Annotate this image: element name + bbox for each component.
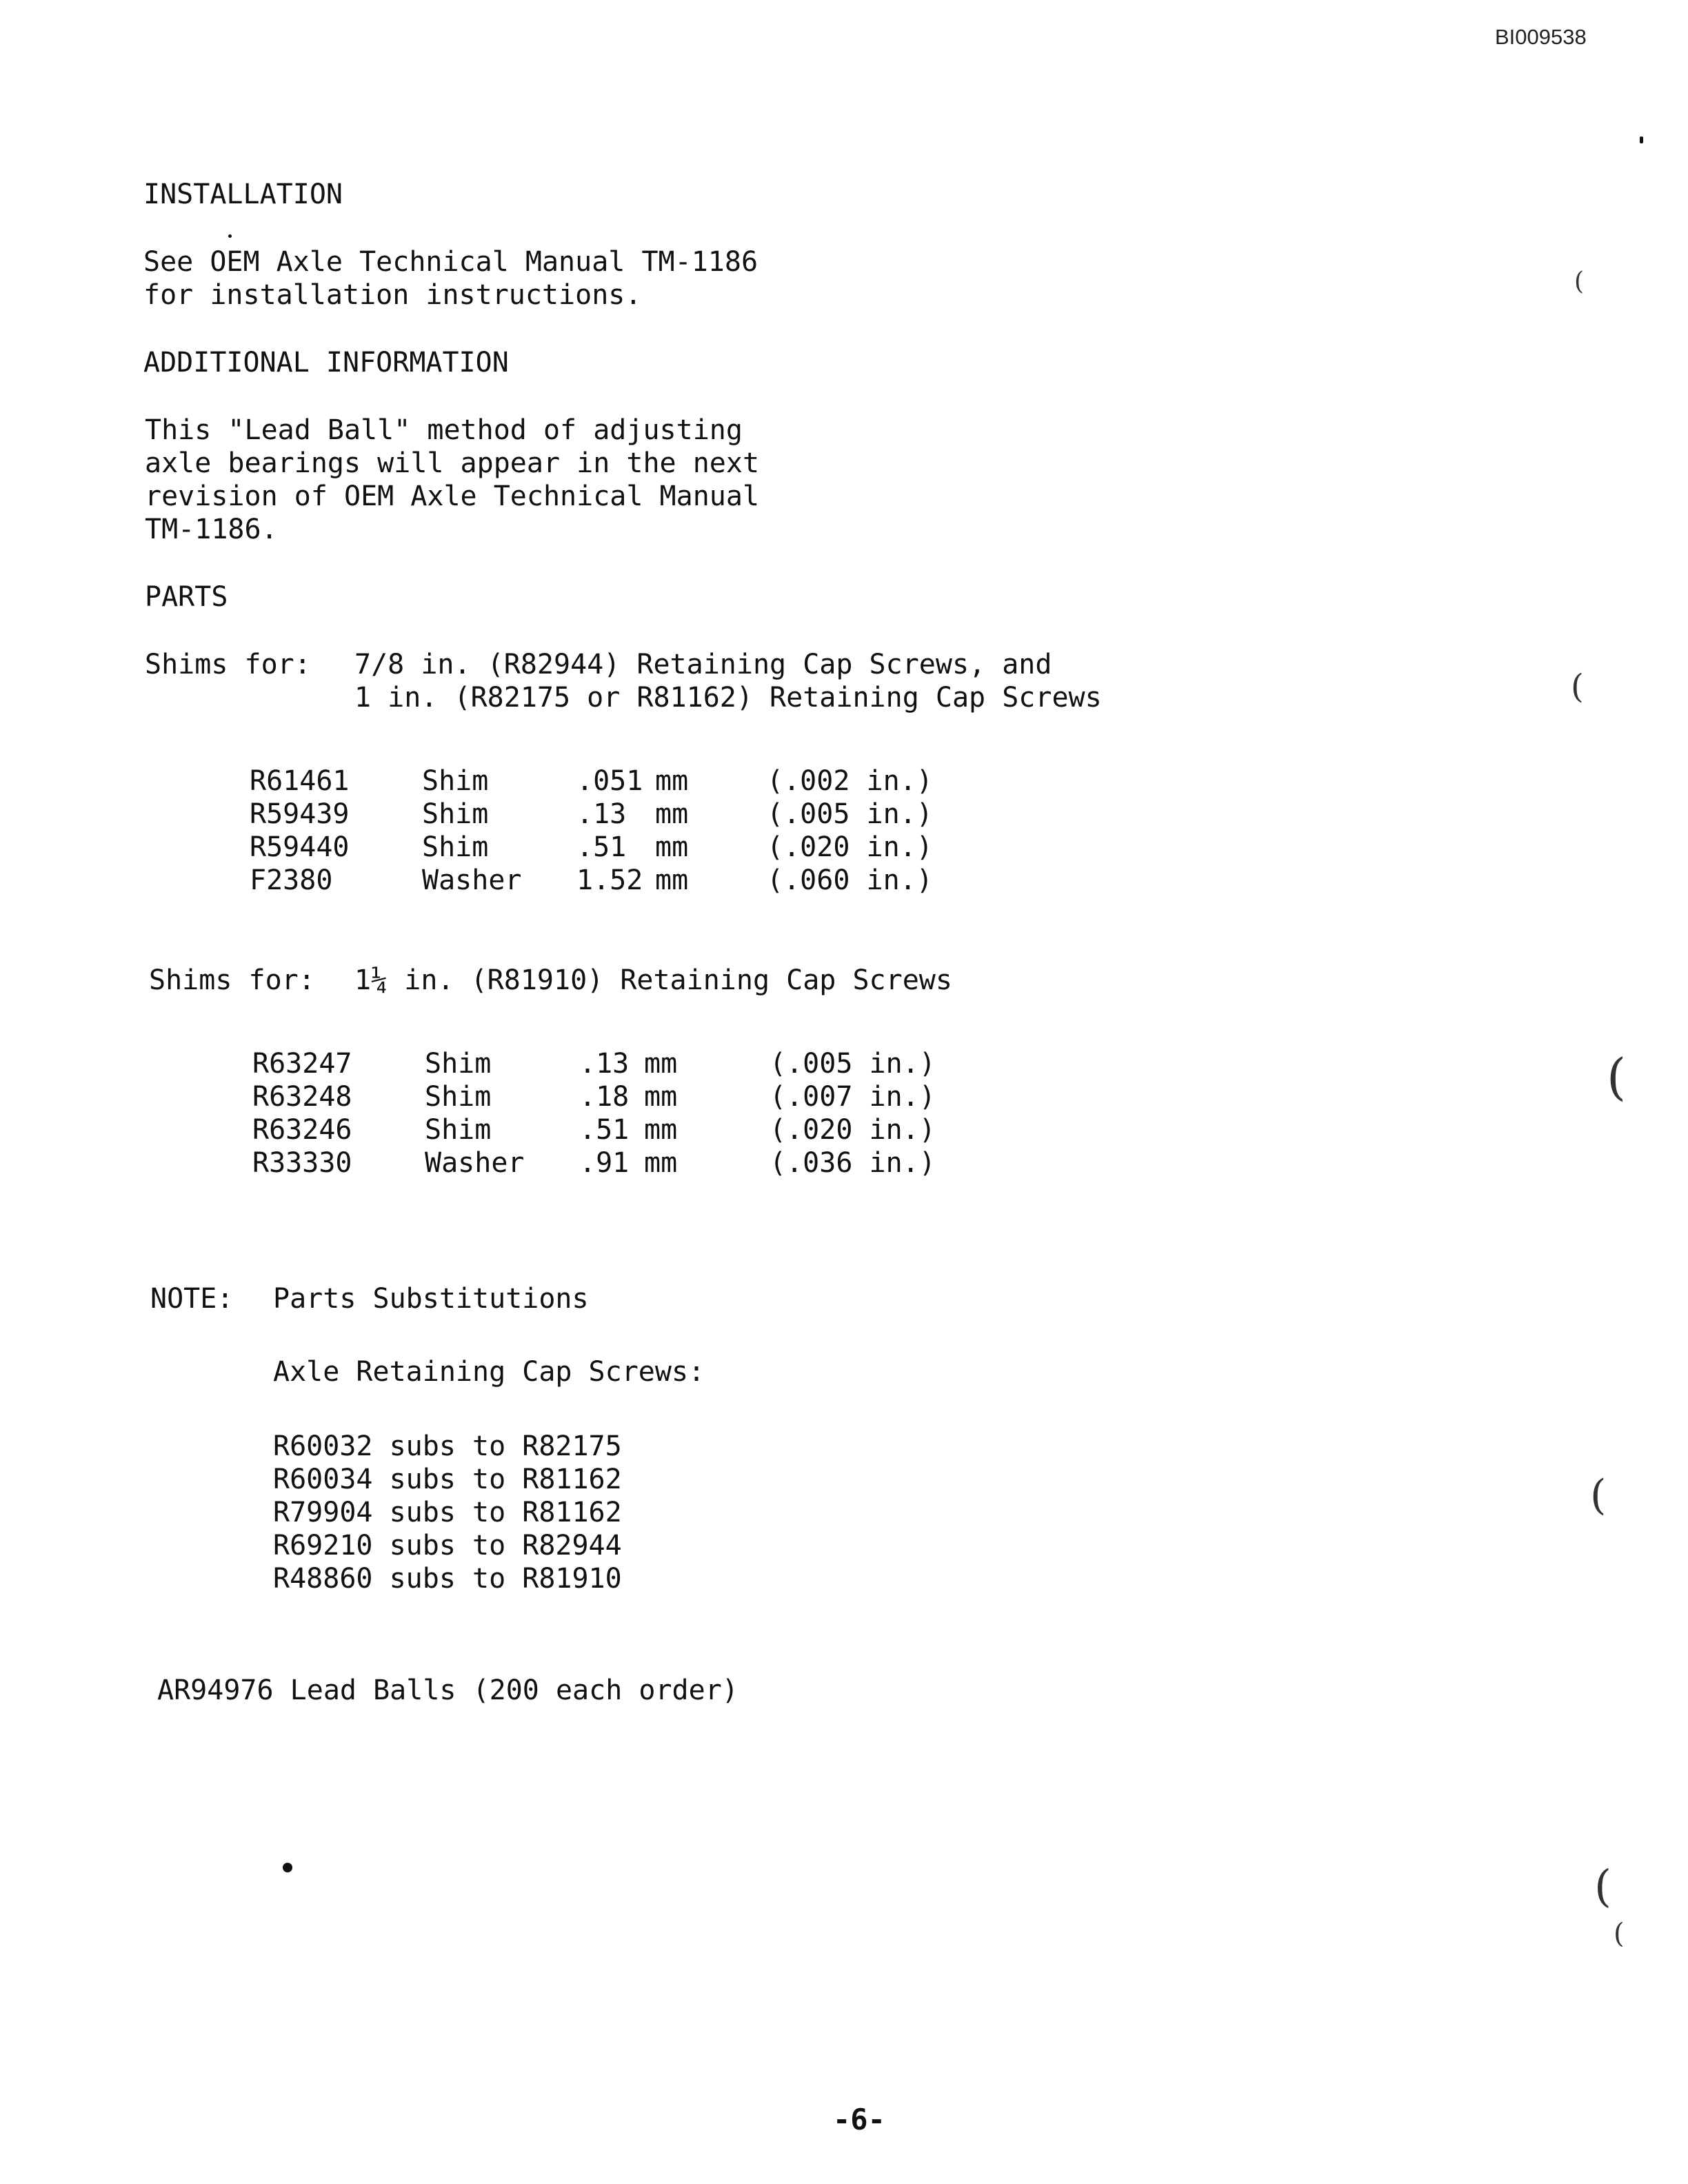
substitution-line: R60032 subs to R82175	[273, 1430, 622, 1462]
part-unit: mm	[644, 1081, 678, 1113]
part-number: R63246	[252, 1114, 352, 1146]
part-inch: (.020 in.)	[767, 831, 933, 863]
part-mm: .91	[579, 1147, 630, 1179]
shims-label: Shims for:	[145, 649, 311, 680]
stray-dot-mark	[228, 234, 232, 238]
substitution-line: R79904 subs to R81162	[273, 1497, 622, 1528]
part-unit: mm	[655, 798, 689, 830]
stray-dot-mark	[1640, 136, 1643, 143]
substitution-line: R69210 subs to R82944	[273, 1530, 622, 1561]
part-number: R59439	[250, 798, 350, 830]
margin-bracket-mark: (	[1590, 1471, 1607, 1519]
margin-bracket-mark: (	[1594, 1861, 1611, 1912]
part-inch: (.002 in.)	[767, 765, 933, 797]
part-inch: (.005 in.)	[770, 1048, 936, 1080]
part-mm: .51	[576, 831, 627, 863]
part-number: R63248	[252, 1081, 352, 1113]
shims-applicability: 1¼ in. (R81910) Retaining Cap Screws	[354, 964, 952, 996]
installation-line: See OEM Axle Technical Manual TM-1186	[143, 246, 758, 278]
shims-label: Shims for:	[149, 964, 315, 996]
part-inch: (.060 in.)	[767, 865, 933, 896]
substitution-line: R48860 subs to R81910	[273, 1563, 622, 1595]
part-inch: (.007 in.)	[770, 1081, 936, 1113]
part-desc: Shim	[422, 831, 489, 863]
part-inch: (.036 in.)	[770, 1147, 936, 1179]
part-unit: mm	[644, 1048, 678, 1080]
page-number: -6-	[833, 2103, 885, 2136]
parts-heading: PARTS	[145, 581, 228, 613]
part-number: F2380	[250, 865, 333, 896]
margin-bracket-mark: (	[1571, 667, 1584, 706]
shims-applicability: 7/8 in. (R82944) Retaining Cap Screws, and	[354, 649, 1052, 680]
part-number: R33330	[252, 1147, 352, 1179]
note-subtitle: Axle Retaining Cap Screws:	[273, 1356, 705, 1388]
part-desc: Shim	[425, 1048, 492, 1080]
part-desc: Washer	[425, 1147, 525, 1179]
part-number: R61461	[250, 765, 350, 797]
part-desc: Shim	[425, 1081, 492, 1113]
installation-line: for installation instructions.	[143, 279, 642, 311]
lead-balls-line: AR94976 Lead Balls (200 each order)	[157, 1675, 738, 1706]
part-number: R59440	[250, 831, 350, 863]
additional-line: axle bearings will appear in the next	[145, 447, 760, 479]
substitution-line: R60034 subs to R81162	[273, 1464, 622, 1495]
part-unit: mm	[644, 1147, 678, 1179]
note-title: Parts Substitutions	[273, 1283, 589, 1315]
part-desc: Shim	[422, 798, 489, 830]
part-desc: Washer	[422, 865, 522, 896]
stray-dot-mark	[283, 1863, 292, 1872]
part-mm: .13	[576, 798, 627, 830]
shims-applicability: 1 in. (R82175 or R81162) Retaining Cap Screws	[354, 682, 1102, 714]
margin-bracket-mark: (	[1607, 1048, 1627, 1106]
part-mm: .18	[579, 1081, 630, 1113]
part-number: R63247	[252, 1048, 352, 1080]
additional-heading: ADDITIONAL INFORMATION	[143, 347, 509, 378]
note-label: NOTE:	[150, 1283, 234, 1315]
part-unit: mm	[655, 865, 689, 896]
part-mm: .51	[579, 1114, 630, 1146]
part-unit: mm	[644, 1114, 678, 1146]
margin-bracket-mark: (	[1574, 267, 1585, 296]
part-mm: .051	[576, 765, 643, 797]
part-inch: (.020 in.)	[770, 1114, 936, 1146]
part-mm: .13	[579, 1048, 630, 1080]
additional-line: This "Lead Ball" method of adjusting	[145, 414, 743, 446]
installation-heading: INSTALLATION	[143, 179, 343, 210]
additional-line: TM-1186.	[145, 514, 278, 545]
part-desc: Shim	[422, 765, 489, 797]
part-desc: Shim	[425, 1114, 492, 1146]
document-id: BI009538	[1495, 25, 1587, 49]
part-mm: 1.52	[576, 865, 643, 896]
part-inch: (.005 in.)	[767, 798, 933, 830]
additional-line: revision of OEM Axle Technical Manual	[145, 481, 760, 512]
part-unit: mm	[655, 831, 689, 863]
margin-bracket-mark: (	[1614, 1918, 1625, 1950]
part-unit: mm	[655, 765, 689, 797]
